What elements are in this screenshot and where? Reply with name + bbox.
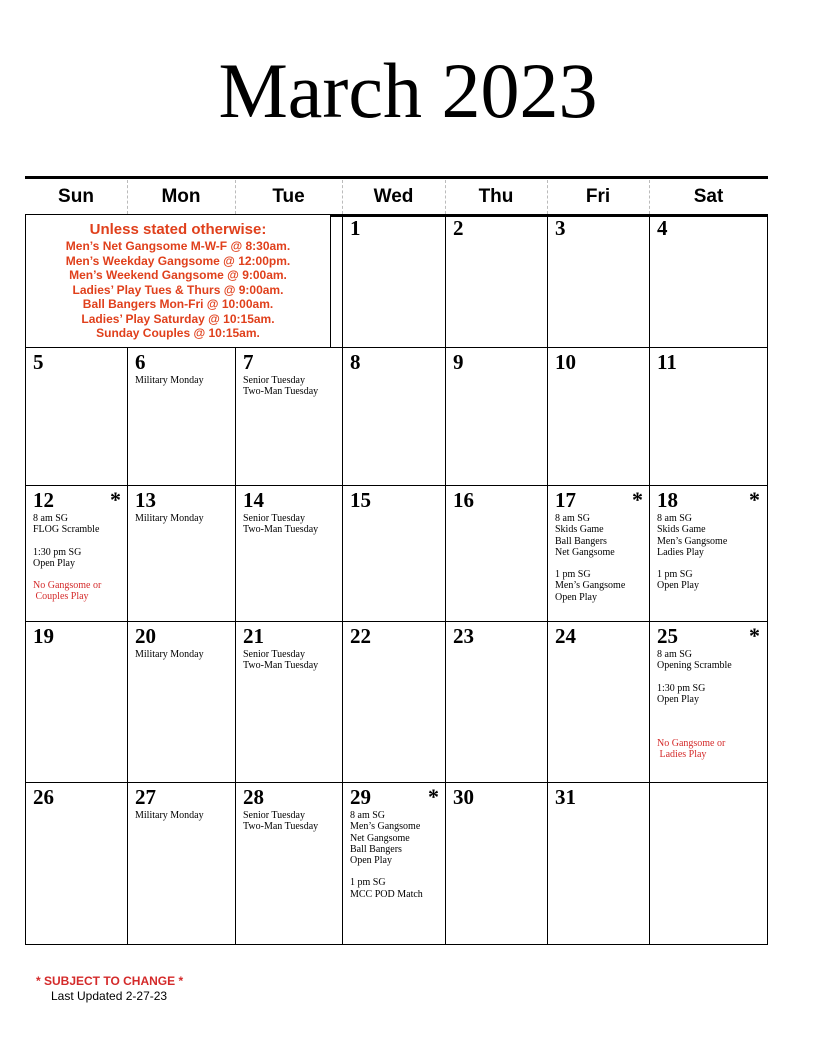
event-list xyxy=(555,513,646,603)
event-item: Senior Tuesday xyxy=(243,513,305,524)
event-item: 1 pm SG xyxy=(657,569,693,581)
day-number: 20 xyxy=(135,624,156,648)
event-item: Net Gangsome xyxy=(350,832,410,844)
notice-line: Men’s Weekend Gangsome @ 9:00am. xyxy=(69,268,287,282)
event-list xyxy=(350,810,442,900)
day-number: 26 xyxy=(33,785,54,809)
day-cell-7 xyxy=(235,348,343,486)
event-item: FLOG Scramble xyxy=(33,524,100,536)
event-list xyxy=(243,375,339,398)
day-number: 16 xyxy=(453,488,474,512)
event-warning: No Gangsome or xyxy=(33,580,102,592)
weekday-tue: Tue xyxy=(272,186,305,207)
event-item: Senior Tuesday xyxy=(243,375,305,386)
event-spacer xyxy=(657,716,763,727)
day-cell-18 xyxy=(649,486,768,622)
day-cell-27 xyxy=(127,783,236,945)
event-item: Senior Tuesday xyxy=(243,810,305,821)
day-cell-20 xyxy=(127,622,236,783)
day-cell-6 xyxy=(127,348,236,486)
event-spacer xyxy=(657,672,763,683)
special-event-star: * xyxy=(428,784,439,809)
day-cell-9 xyxy=(445,348,548,486)
day-number: 7 xyxy=(243,350,254,374)
event-item: Two-Man Tuesday xyxy=(243,524,319,536)
special-event-star: * xyxy=(110,487,121,512)
event-item: Open Play xyxy=(350,855,392,867)
day-cell-26 xyxy=(25,783,128,945)
day-number: 11 xyxy=(657,350,677,374)
day-cell-22 xyxy=(342,622,446,783)
day-number: 19 xyxy=(33,624,54,648)
event-item: Skids Game xyxy=(657,524,706,536)
notice-line: Ladies’ Play Tues & Thurs @ 9:00am. xyxy=(72,282,284,297)
event-item: Two-Man Tuesday xyxy=(243,386,319,398)
event-item: Senior Tuesday xyxy=(243,649,305,660)
day-cell-25 xyxy=(649,622,768,783)
event-spacer xyxy=(33,569,124,580)
event-spacer xyxy=(555,558,646,569)
event-item: Open Play xyxy=(657,693,699,705)
event-list xyxy=(135,649,232,660)
day-number: 3 xyxy=(555,216,566,240)
event-item: Open Play xyxy=(33,557,75,569)
day-number: 29 xyxy=(350,785,371,809)
last-updated-text: Last Updated 2-27-23 xyxy=(51,989,168,1003)
event-item: Ball Bangers xyxy=(350,843,402,855)
event-item: Open Play xyxy=(555,591,597,603)
weekday-separator xyxy=(445,180,446,214)
event-spacer xyxy=(657,727,763,738)
event-list xyxy=(33,513,124,603)
day-number: 30 xyxy=(453,785,474,809)
page-title: March 2023 xyxy=(218,47,598,134)
weekday-mon: Mon xyxy=(161,186,201,207)
day-number: 22 xyxy=(350,624,371,648)
day-cell-29 xyxy=(342,783,446,945)
event-item: Military Monday xyxy=(135,649,204,660)
event-list xyxy=(243,810,339,833)
event-list xyxy=(243,649,339,672)
day-number: 23 xyxy=(453,624,474,648)
day-number: 13 xyxy=(135,488,156,512)
day-number: 28 xyxy=(243,785,264,809)
day-number: 8 xyxy=(350,350,361,374)
day-number: 9 xyxy=(453,350,464,374)
event-list xyxy=(657,513,763,592)
event-spacer xyxy=(657,705,763,716)
day-number: 18 xyxy=(657,488,678,512)
day-cell-16 xyxy=(445,486,548,622)
event-item: Two-Man Tuesday xyxy=(243,660,319,672)
day-number: 31 xyxy=(555,785,576,809)
event-item: MCC POD Match xyxy=(350,888,423,900)
event-spacer xyxy=(350,866,442,877)
event-item: Men’s Gangsome xyxy=(555,580,626,592)
day-number: 25 xyxy=(657,624,678,648)
event-item: 1 pm SG xyxy=(350,877,386,889)
day-cell-8 xyxy=(342,348,446,486)
event-item: Ball Bangers xyxy=(555,535,607,547)
special-event-star: * xyxy=(632,487,643,512)
event-list xyxy=(135,375,232,386)
event-item: 8 am SG xyxy=(555,513,590,524)
event-list xyxy=(135,513,232,524)
notice-heading: Unless stated otherwise: xyxy=(89,221,267,238)
day-cell-19 xyxy=(25,622,128,783)
day-cell-15 xyxy=(342,486,446,622)
event-item: 1:30 pm SG xyxy=(657,682,706,694)
day-cell-31 xyxy=(547,783,650,945)
event-item: Skids Game xyxy=(555,524,604,536)
day-cell-24 xyxy=(547,622,650,783)
day-cell-30 xyxy=(445,783,548,945)
event-item: Men’s Gangsome xyxy=(350,821,421,833)
weekday-wed: Wed xyxy=(373,186,414,207)
event-item: Net Gangsome xyxy=(555,546,615,558)
event-item: 8 am SG xyxy=(657,649,692,660)
event-list xyxy=(657,649,763,761)
day-cell-23 xyxy=(445,622,548,783)
day-number: 2 xyxy=(453,216,464,240)
event-warning: Ladies Play xyxy=(657,749,707,761)
day-number: 21 xyxy=(243,624,264,648)
weekday-thu: Thu xyxy=(478,186,514,207)
day-cell-2 xyxy=(445,214,548,348)
header-top-rule xyxy=(25,176,768,179)
event-item: Military Monday xyxy=(135,513,204,524)
day-cell-4 xyxy=(649,214,768,348)
event-item: Opening Scramble xyxy=(657,660,732,672)
event-item: Military Monday xyxy=(135,810,204,821)
weekday-separator xyxy=(235,180,236,214)
event-item: 8 am SG xyxy=(657,513,692,524)
special-event-star: * xyxy=(749,487,760,512)
event-list xyxy=(243,513,339,536)
notice-line: Ball Bangers Mon-Fri @ 10:00am. xyxy=(82,297,274,311)
weekday-separator xyxy=(649,180,650,214)
event-spacer xyxy=(33,536,124,547)
event-warning: Couples Play xyxy=(33,591,89,603)
event-spacer xyxy=(657,558,763,569)
weekday-fri: Fri xyxy=(585,186,611,207)
day-cell-21 xyxy=(235,622,343,783)
day-number: 12 xyxy=(33,488,54,512)
event-item: 8 am SG xyxy=(350,810,385,821)
weekday-separator xyxy=(127,180,128,214)
event-item: Men’s Gangsome xyxy=(657,535,728,547)
event-item: 1 pm SG xyxy=(555,569,591,581)
day-cell-1 xyxy=(342,214,446,348)
weekday-sun: Sun xyxy=(58,186,94,207)
notice-line: Men’s Net Gangsome M-W-F @ 8:30am. xyxy=(65,239,291,253)
day-number: 4 xyxy=(657,216,668,240)
event-list xyxy=(135,810,232,821)
notice-line: Sunday Couples @ 10:15am. xyxy=(96,326,260,340)
day-number: 27 xyxy=(135,785,156,809)
day-number: 1 xyxy=(350,216,361,240)
day-number: 24 xyxy=(555,624,576,648)
day-cell-3 xyxy=(547,214,650,348)
day-number: 10 xyxy=(555,350,576,374)
day-number: 14 xyxy=(243,488,264,512)
event-warning: No Gangsome or xyxy=(657,738,726,750)
day-number: 17 xyxy=(555,488,576,512)
weekday-separator xyxy=(342,180,343,214)
event-item: Open Play xyxy=(657,580,699,592)
day-cell-28 xyxy=(235,783,343,945)
day-number: 6 xyxy=(135,350,146,374)
day-cell-10 xyxy=(547,348,650,486)
notice-line: Ladies’ Play Saturday @ 10:15am. xyxy=(81,311,275,326)
day-cell-5 xyxy=(25,348,128,486)
day-cell-12 xyxy=(25,486,128,622)
day-cell-14 xyxy=(235,486,343,622)
event-item: Two-Man Tuesday xyxy=(243,821,319,833)
event-item: Military Monday xyxy=(135,375,204,386)
notice-line: Men’s Weekday Gangsome @ 12:00pm. xyxy=(65,253,291,268)
day-cell-11 xyxy=(649,348,768,486)
event-item: 8 am SG xyxy=(33,513,68,524)
day-cell-17 xyxy=(547,486,650,622)
event-item: Ladies Play xyxy=(657,546,704,558)
empty-day-cell xyxy=(649,783,768,945)
weekday-sat: Sat xyxy=(693,186,724,207)
subject-to-change-note: * SUBJECT TO CHANGE * xyxy=(36,974,184,988)
day-number: 5 xyxy=(33,350,44,374)
event-item: 1:30 pm SG xyxy=(33,546,82,558)
weekday-separator xyxy=(547,180,548,214)
day-cell-13 xyxy=(127,486,236,622)
special-event-star: * xyxy=(749,623,760,648)
default-schedule-notice xyxy=(25,214,331,348)
day-number: 15 xyxy=(350,488,371,512)
